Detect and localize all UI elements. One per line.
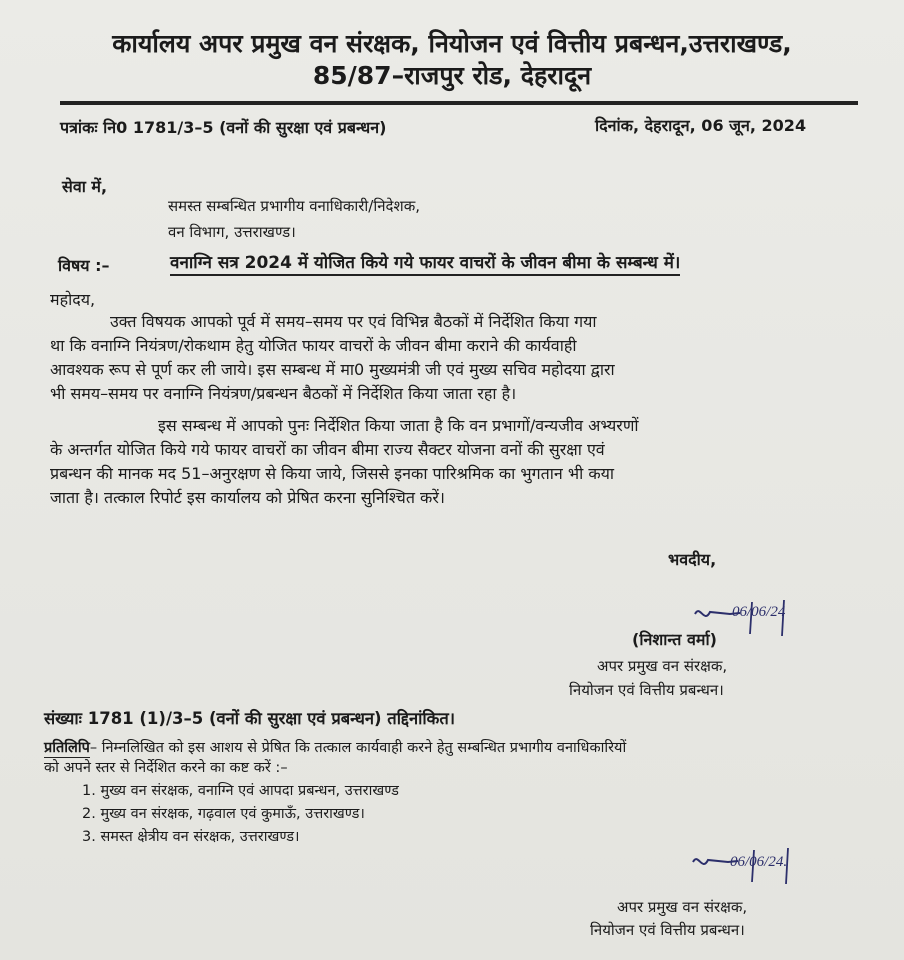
signature-date-text: 06/06/24 — [732, 604, 786, 620]
paragraph-line: के अन्तर्गत योजित किये गये फायर वाचरों का जीवन बीमा राज्य सैक्टर योजना वनों की सुरक्षा एवं — [50, 440, 605, 459]
copy-intro-line2: को अपने स्तर से निर्देशित करने का कष्ट करें :– — [44, 760, 288, 776]
subject-line: वनाग्नि सत्र 2024 में योजित किये गये फायर वाचरों के जीवन बीमा के सम्बन्ध में। — [170, 253, 680, 276]
body-paragraph-1 — [50, 310, 858, 406]
subject-label: विषय :– — [58, 256, 110, 275]
copy-designation1: अपर प्रमुख वन संरक्षक, — [617, 898, 748, 916]
paragraph-line: जाता है। तत्काल रिपोर्ट इस कार्यालय को प्रेषित करना सुनिश्चित करें। — [50, 488, 445, 507]
reference-number: पत्रांकः नि0 1781/3–5 (वनों की सुरक्षा एवं प्रबन्धन) — [60, 118, 387, 137]
salutation: महोदय, — [50, 290, 96, 309]
copy-reference: संख्याः 1781 (1)/3–5 (वनों की सुरक्षा एवं प्रबन्धन) तद्दिनांकित। — [44, 709, 455, 728]
subject-text — [170, 250, 680, 273]
copy-list-item: 1. मुख्य वन संरक्षक, वनाग्नि एवं आपदा प्रबन्धन, उत्तराखण्ड — [82, 783, 399, 799]
pratilipi-text: – निम्नलिखित को इस आशय से प्रेषित कि तत्काल कार्यवाही करने हेतु सम्बन्धित प्रभागीय वनाधिकारियों — [89, 740, 627, 756]
copy-list-item: 3. समस्त क्षेत्रीय वन संरक्षक, उत्तराखण्ड। — [82, 829, 300, 845]
letter-date: दिनांक, देहरादून, 06 जून, 2024 — [595, 116, 807, 135]
paragraph-line: भी समय–समय पर वनाग्नि नियंत्रण/प्रबन्धन बैठकों में निर्देशित किया जाता रहा है। — [50, 384, 517, 403]
signature-date-text: 06/06/24. — [730, 854, 788, 870]
copy-list-item: 2. मुख्य वन संरक्षक, गढ़वाल एवं कुमाऊँ, उत्तराखण्ड। — [82, 806, 365, 822]
signatory-name: (निशान्त वर्मा) — [632, 630, 717, 649]
addressee-line1: समस्त सम्बन्धित प्रभागीय वनाधिकारी/निदेशक, — [168, 197, 420, 215]
office-header-line2: 85/87–राजपुर रोड, देहरादून — [312, 61, 592, 90]
copy-intro-line1 — [44, 737, 626, 757]
handwritten-signature-2 — [688, 840, 838, 890]
closing-bhavdiya: भवदीय, — [668, 550, 717, 569]
paragraph-line: इस सम्बन्ध में आपको पुनः निर्देशित किया जाता है कि वन प्रभागों/वन्यजीव अभ्यरणों — [158, 416, 639, 435]
copy-designation2: नियोजन एवं वित्तीय प्रबन्धन। — [590, 921, 745, 939]
body-paragraph-2 — [50, 414, 858, 510]
paragraph-line: आवश्यक रूप से पूर्ण कर ली जाये। इस सम्बन्ध में मा0 मुख्यमंत्री जी एवं मुख्य सचिव महोदया द्वारा — [50, 360, 615, 379]
pratilipi-label: प्रतिलिपि — [44, 740, 90, 756]
paragraph-line: था कि वनाग्नि नियंत्रण/रोकथाम हेतु योजित फायर वाचरों के जीवन बीमा कराने की कार्यवाही — [50, 336, 577, 355]
signatory-designation1: अपर प्रमुख वन संरक्षक, — [597, 657, 728, 675]
addressee-line2: वन विभाग, उत्तराखण्ड। — [168, 223, 296, 241]
addressee-salutation: सेवा में, — [62, 177, 108, 196]
paragraph-line: उक्त विषयक आपको पूर्व में समय–समय पर एवं विभिन्न बैठकों में निर्देशित किया गया — [110, 312, 597, 331]
header-divider — [60, 101, 858, 105]
office-header-line1: कार्यालय अपर प्रमुख वन संरक्षक, नियोजन एवं वित्तीय प्रबन्धन,उत्तराखण्ड, — [112, 29, 792, 58]
paragraph-line: प्रबन्धन की मानक मद 51–अनुरक्षण से किया जाये, जिससे इनका पारिश्रमिक का भुगतान भी कया — [50, 464, 615, 483]
signatory-designation2: नियोजन एवं वित्तीय प्रबन्धन। — [569, 681, 724, 699]
